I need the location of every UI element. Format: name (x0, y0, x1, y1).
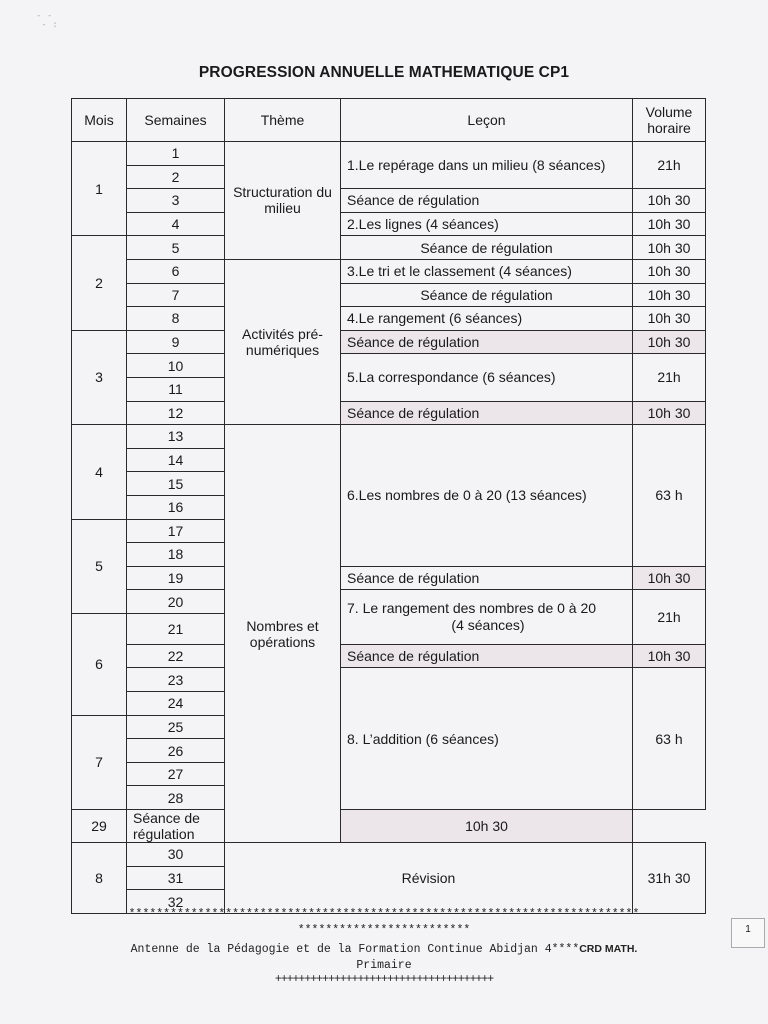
page-title: PROGRESSION ANNUELLE MATHEMATIQUE CP1 (198, 64, 570, 81)
semaine-cell: 13 (127, 425, 225, 449)
mois-cell: 2 (72, 236, 127, 330)
table-row (72, 330, 706, 354)
page-number: 1 (731, 918, 765, 948)
semaine-cell: 16 (127, 495, 225, 519)
semaine-cell: 18 (127, 543, 225, 567)
volume-cell: 10h 30 (633, 212, 706, 236)
lecon-cell: Séance de régulation (341, 283, 633, 307)
footer-antenne-text: Antenne de la Pédagogie et de la Formation Continue Abidjan 4**** (130, 943, 580, 956)
theme-cell: Structuration du milieu (225, 142, 341, 260)
semaine-cell: 32 (127, 890, 225, 914)
semaine-cell: 30 (127, 843, 225, 867)
theme-cell: Nombres et opérations (225, 425, 341, 843)
lecon-cell: 8. L’addition (6 séances) (341, 668, 633, 810)
semaine-cell: 12 (127, 401, 225, 425)
volume-cell: 10h 30 (633, 566, 706, 590)
lecon-cell: 1.Le repérage dans un milieu (8 séances) (341, 142, 633, 189)
mois-cell: 6 (72, 613, 127, 715)
table-row (72, 236, 706, 260)
lecon-cell: Séance de régulation (341, 330, 633, 354)
volume-cell: 63 h (633, 668, 706, 810)
volume-cell: 10h 30 (633, 259, 706, 283)
lecon7-line1: 7. Le rangement des nombres de 0 à 20 (347, 600, 597, 617)
header-volume: Volume horaire (633, 99, 706, 142)
lecon-cell: Séance de régulation (127, 810, 225, 843)
lecon-cell: Révision (225, 843, 633, 914)
semaine-cell: 15 (127, 472, 225, 496)
mois-cell: 1 (72, 142, 127, 236)
table-row (72, 425, 706, 449)
semaine-cell: 19 (127, 566, 225, 590)
volume-cell: 10h 30 (633, 401, 706, 425)
semaine-cell: 8 (127, 307, 225, 331)
volume-cell: 21h (633, 354, 706, 401)
scan-artifact: - - - : (36, 11, 58, 30)
table-row (72, 566, 706, 590)
semaine-cell: 17 (127, 519, 225, 543)
table-row (72, 189, 706, 213)
semaine-cell: 29 (72, 810, 127, 843)
footer-underline: +++++++++++++++++++++++++++++++++++++ (274, 973, 494, 986)
lecon-cell: 3.Le tri et le classement (4 séances) (341, 259, 633, 283)
header-row (72, 99, 706, 142)
mois-cell: 7 (72, 715, 127, 809)
semaine-cell: 23 (127, 668, 225, 692)
table-row (72, 212, 706, 236)
semaine-cell: 24 (127, 692, 225, 716)
semaine-cell: 20 (127, 590, 225, 614)
table-row (72, 307, 706, 331)
volume-cell: 21h (633, 142, 706, 189)
semaine-cell: 28 (127, 786, 225, 810)
volume-cell: 31h 30 (633, 843, 706, 914)
table-row (72, 843, 706, 867)
semaine-cell: 1 (127, 142, 225, 166)
mois-cell: 5 (72, 519, 127, 613)
semaine-cell: 25 (127, 715, 225, 739)
table-row (72, 644, 706, 668)
semaine-cell: 31 (127, 866, 225, 890)
semaine-cell: 14 (127, 448, 225, 472)
lecon-cell: Séance de régulation (341, 401, 633, 425)
semaine-cell: 9 (127, 330, 225, 354)
volume-cell: 10h 30 (633, 644, 706, 668)
header-semaines: Semaines (127, 99, 225, 142)
semaine-cell: 21 (127, 613, 225, 644)
footer-stars-line: ************************************************************************** (128, 908, 640, 921)
footer-antenne-line (0, 943, 768, 956)
lecon-cell: Séance de régulation (341, 189, 633, 213)
table-row (72, 810, 706, 843)
semaine-cell: 5 (127, 236, 225, 260)
table-row (72, 259, 706, 283)
volume-cell: 63 h (633, 425, 706, 567)
table-row (72, 142, 706, 166)
semaine-cell: 3 (127, 189, 225, 213)
volume-cell: 10h 30 (341, 810, 633, 843)
table-row (72, 590, 706, 614)
table-row (72, 401, 706, 425)
header-lecon: Leçon (341, 99, 633, 142)
semaine-cell: 2 (127, 165, 225, 189)
semaine-cell: 22 (127, 644, 225, 668)
volume-cell: 10h 30 (633, 283, 706, 307)
lecon-cell: Séance de régulation (341, 236, 633, 260)
table-row (72, 668, 706, 692)
theme-cell: Activités pré-numériques (225, 259, 341, 424)
semaine-cell: 4 (127, 212, 225, 236)
semaine-cell: 27 (127, 762, 225, 786)
lecon-cell: 4.Le rangement (6 séances) (341, 307, 633, 331)
mois-cell: 8 (72, 843, 127, 914)
volume-cell: 10h 30 (633, 189, 706, 213)
header-theme: Thème (225, 99, 341, 142)
volume-cell: 10h 30 (633, 236, 706, 260)
lecon-cell: Séance de régulation (341, 566, 633, 590)
lecon7-line2: (4 séances) (451, 617, 525, 634)
mois-cell: 3 (72, 330, 127, 424)
progression-table (71, 98, 706, 914)
footer-stars-line-2: ************************* (297, 924, 471, 937)
volume-cell: 10h 30 (633, 330, 706, 354)
mois-cell: 4 (72, 425, 127, 519)
lecon-cell: Séance de régulation (341, 644, 633, 668)
semaine-cell: 7 (127, 283, 225, 307)
lecon-cell: 5.La correspondance (6 séances) (341, 354, 633, 401)
header-mois: Mois (72, 99, 127, 142)
semaine-cell: 11 (127, 377, 225, 401)
table-row (72, 283, 706, 307)
footer-primaire: Primaire (356, 959, 412, 972)
semaine-cell: 6 (127, 259, 225, 283)
table-row (72, 354, 706, 378)
lecon-cell (341, 590, 633, 645)
semaine-cell: 26 (127, 739, 225, 763)
footer-crd-text: CRD MATH. (579, 943, 638, 955)
semaine-cell: 10 (127, 354, 225, 378)
volume-cell: 10h 30 (633, 307, 706, 331)
lecon-cell: 2.Les lignes (4 séances) (341, 212, 633, 236)
volume-cell: 21h (633, 590, 706, 645)
lecon-cell: 6.Les nombres de 0 à 20 (13 séances) (341, 425, 633, 567)
